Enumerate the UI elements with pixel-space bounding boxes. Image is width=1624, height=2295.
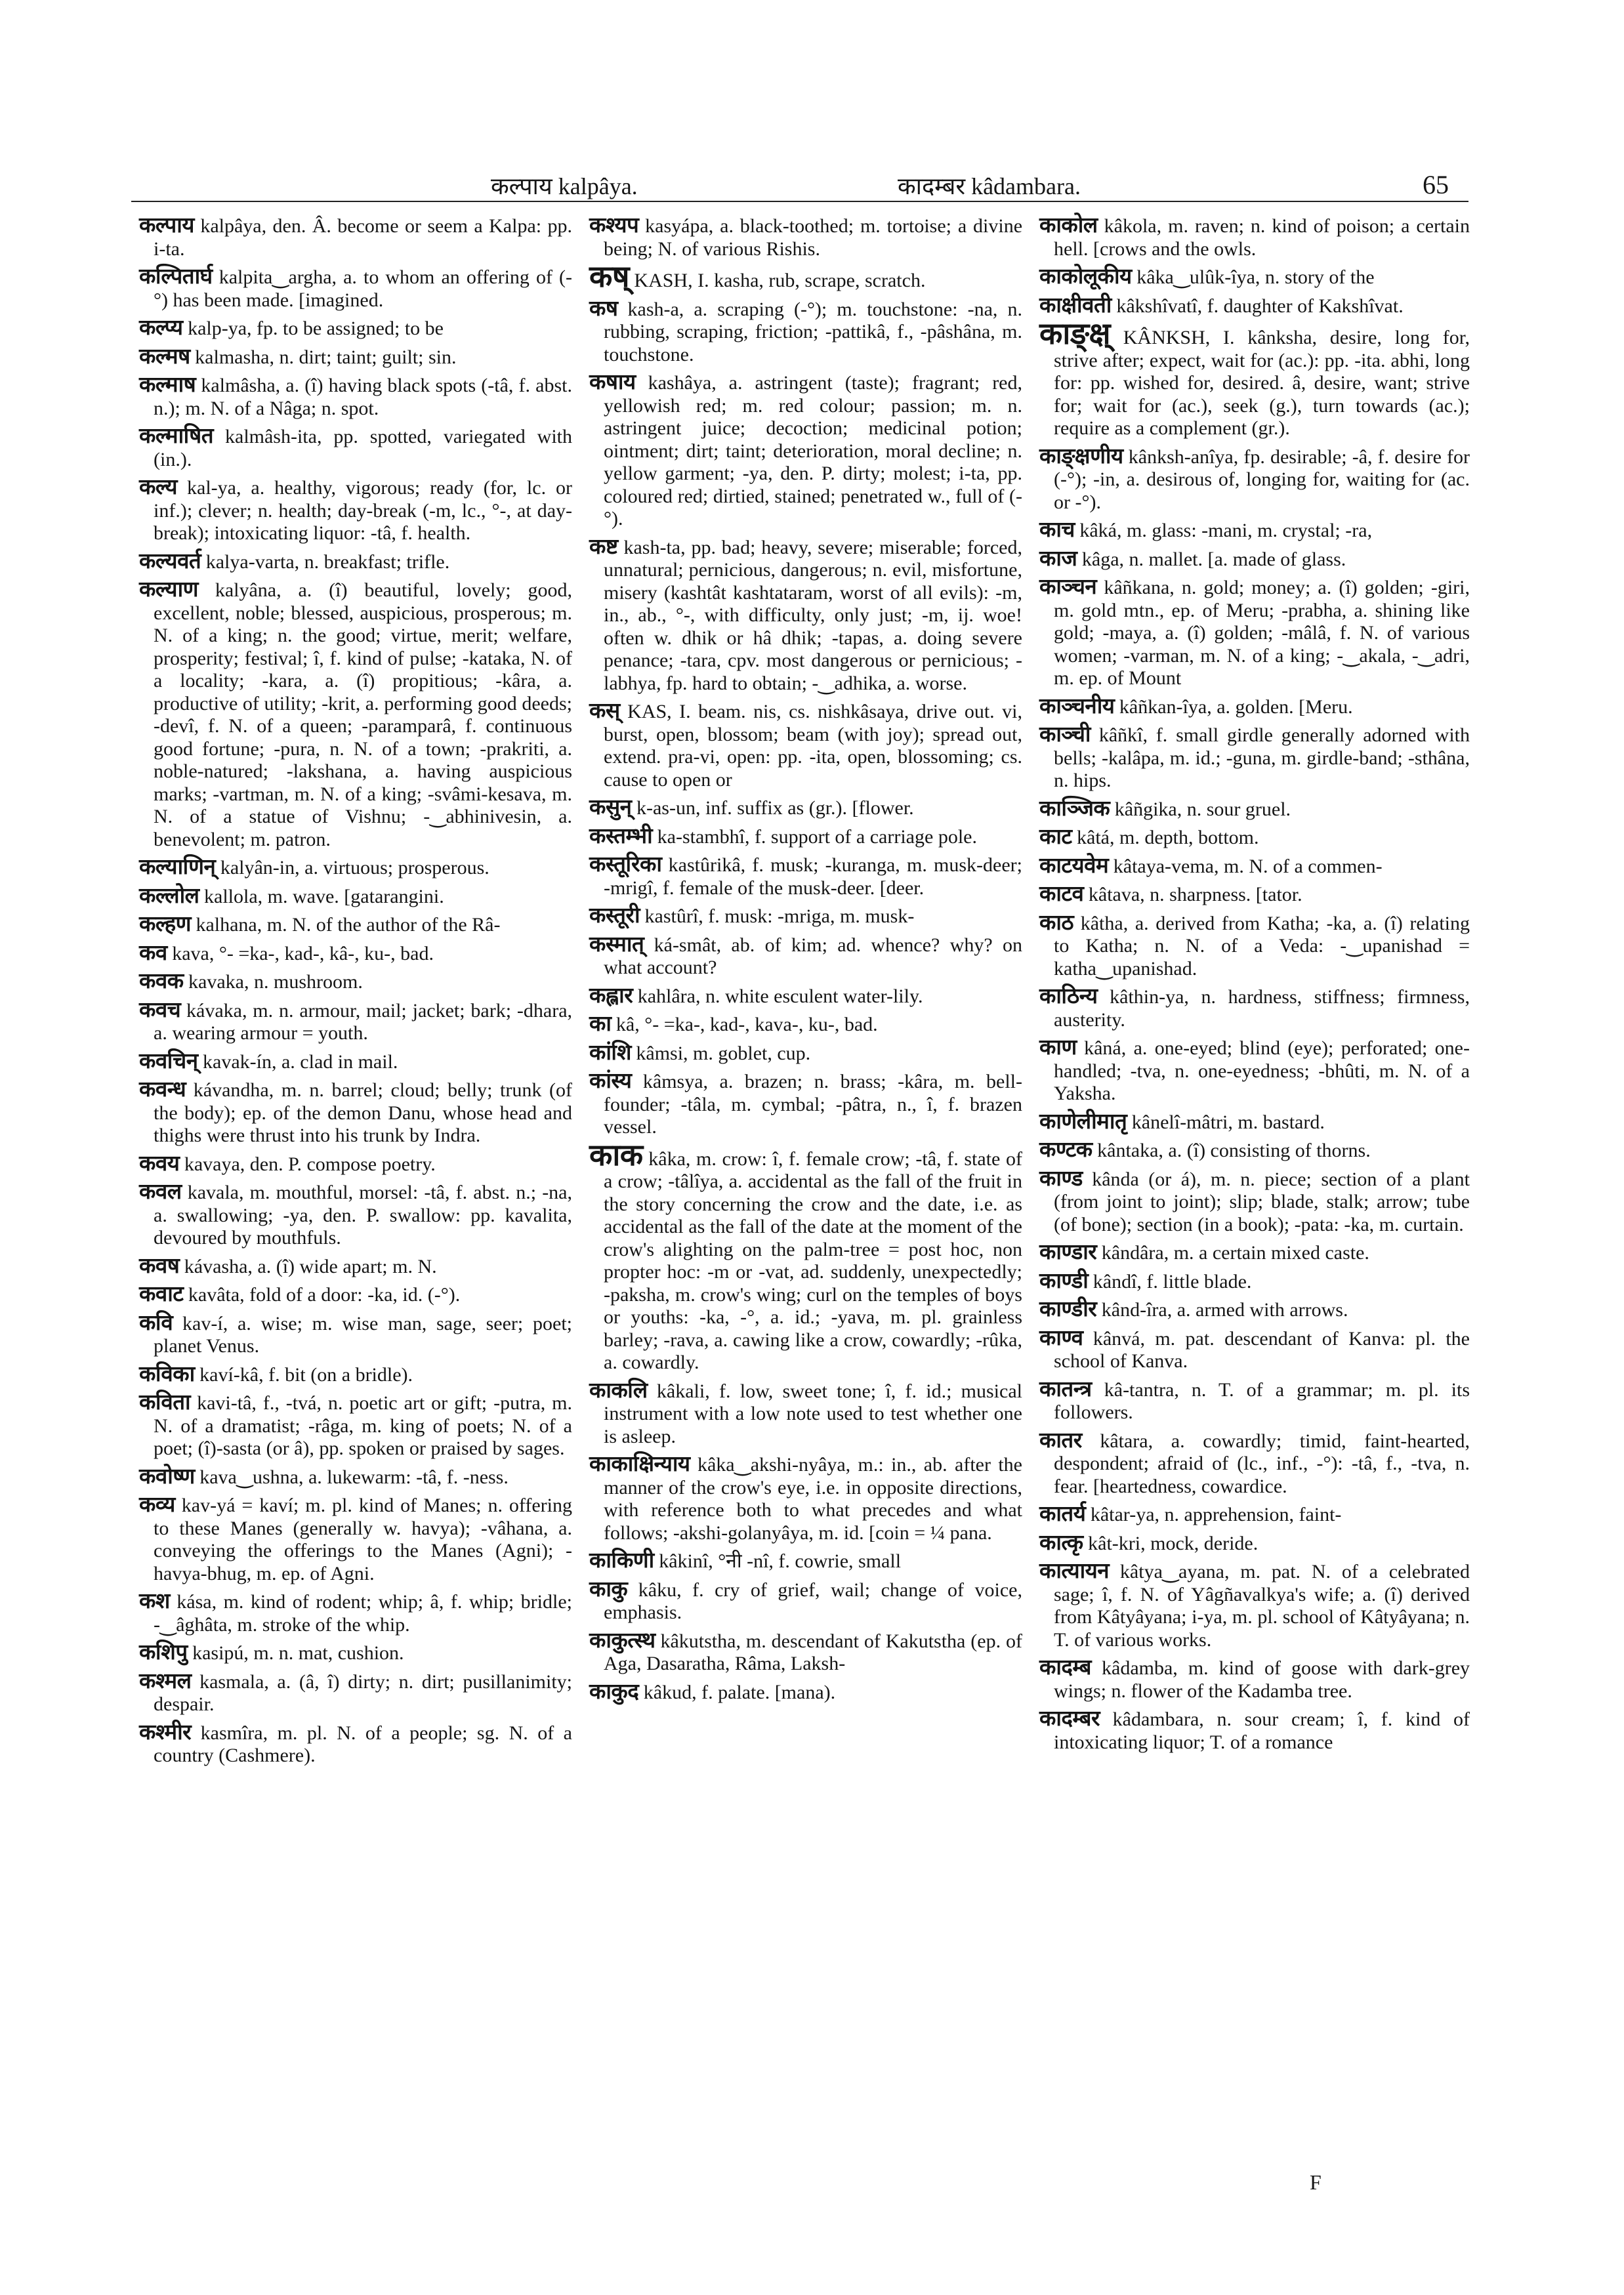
entry-headword: कल्याणिन् (139, 854, 216, 879)
entry-definition: kâñgika, n. sour gruel. (1114, 798, 1291, 820)
entry-headword: कविका (139, 1360, 195, 1386)
entry-headword: कवक (139, 968, 184, 993)
entry-definition: kânvá, m. pat. descendant of Kanva: pl. the school of Kanva. (1054, 1327, 1470, 1372)
entry-headword: कादम्ब (1039, 1654, 1091, 1680)
entry-headword: काकलि (589, 1376, 648, 1403)
entry-definition: kândî, f. little blade. (1093, 1270, 1252, 1292)
entry-definition: kashâya, a. astringent (taste); fragrant; red, yellowish red; m. red colour; passion; m. n. astringent juice; decoction; medicinal potion; ointment; dirt; taint; deterioration, moral decline; n. yellow garment; -ya, den. P. dirty; molest; i-ta, pp. coloured red; dirtied, stained; penetrated w., full of (-°). (604, 372, 1023, 529)
entry-definition: kasmîra, m. pl. N. of a people; sg. N. of a country (Cashmere). (154, 1722, 572, 1766)
dictionary-entry (139, 1360, 572, 1387)
entry-definition: kâmsi, m. goblet, cup. (636, 1042, 811, 1064)
dictionary-entry (139, 941, 572, 966)
entry-definition: ká-smât, ab. of kim; ad. whence? why? on what account? (604, 934, 1023, 978)
entry-definition: kalya-varta, n. breakfast; trifle. (205, 550, 450, 573)
dictionary-entry (139, 1078, 572, 1148)
dictionary-entry (139, 856, 572, 880)
entry-definition: kânksh-anîya, fp. desirable; -â, f. desire for (-°); -in, a. desirous of, longing for, waiting for (ac. or -°). (1054, 445, 1470, 513)
entry-headword: काञ्चन (1039, 573, 1097, 599)
entry-headword: कल्य (139, 474, 178, 499)
entry-definition: kâga, n. mallet. [a. made of glass. (1081, 548, 1346, 570)
entry-headword: कशिपु (139, 1639, 188, 1664)
column-1 (139, 214, 572, 2182)
column-3 (1039, 214, 1470, 2182)
dictionary-entry (1039, 911, 1470, 981)
dictionary-entry (589, 1453, 1022, 1544)
dictionary-entry (1039, 692, 1470, 719)
entry-definition: kavaka, n. mushroom. (188, 971, 363, 993)
entry-headword: काकु (589, 1575, 628, 1602)
entry-definition: k-as-un, inf. suffix as (gr.). [flower. (636, 797, 914, 819)
entry-headword: काण्डार (1039, 1239, 1097, 1264)
entry-headword: काक्षीवती (1039, 291, 1112, 318)
entry-definition: kavak-ín, a. clad in mail. (203, 1050, 398, 1073)
entry-definition: kalmâsh-ita, pp. spotted, variegated with (in.). (154, 426, 573, 470)
dictionary-entry (139, 1254, 572, 1279)
dictionary-entry (589, 214, 1022, 260)
dictionary-entry (139, 578, 572, 851)
entry-headword: कवच (139, 996, 181, 1022)
entry-headword: कवाट (139, 1281, 184, 1306)
dictionary-entry (1039, 1531, 1470, 1556)
entry-headword: कवन्ध (139, 1076, 186, 1102)
dictionary-entry (139, 547, 572, 574)
entry-definition: kâka, m. crow: î, f. female crow; -tâ, f. state of a crow; -tâlîya, a. accidental as the fall of the fruit in the story concerning the crow and the date, i.e. as accidental as the fall of the date at the moment of the crow's alighting on the palm-tree = post hoc, non propter hoc: -m or -vat, ad. suddenly, unexpectedly; -paksha, m. crow's wing; curl on the temples of boys or youths: -ka, -°, a. id.; -yava, m. pl. grainless barley; -rava, a. cawing like a crow, cowardly; -rûka, a. cowardly. (604, 1148, 1023, 1373)
dictionary-entry (589, 930, 1023, 980)
entry-headword: कातर्य (1039, 1500, 1086, 1526)
entry-headword: कवचिन् (139, 1047, 198, 1073)
entry-definition: kâtar-ya, n. apprehension, faint- (1090, 1504, 1342, 1525)
entry-headword: कवि (139, 1309, 173, 1335)
dictionary-entry (1039, 825, 1470, 850)
entry-headword: कविता (139, 1389, 191, 1415)
entry-definition: kâñkî, f. small girdle generally adorned with bells; -kalâpa, m. id.; -guna, m. girdle-band; -sthâna, n. hips. (1054, 724, 1470, 791)
running-head-left: कल्पाय kalpâya. (491, 173, 638, 199)
dictionary-entry (1039, 1324, 1470, 1373)
entry-definition: kâtha, a. derived from Katha; -ka, a. (î) relating to Katha; n. N. of a Veda: -‿upanishad = katha‿upanishad. (1054, 912, 1470, 980)
dictionary-entry (139, 1590, 572, 1636)
entry-definition: kava, °- =ka-, kad-, kâ-, ku-, bad. (172, 942, 434, 964)
dictionary-entry (139, 996, 573, 1045)
dictionary-entry (139, 476, 572, 545)
dictionary-entry (589, 297, 1022, 367)
entry-definition: kâthin-ya, n. hardness, stiffness; firmness, austerity. (1054, 986, 1470, 1031)
entry-headword: काण (1039, 1034, 1077, 1060)
dictionary-entry (1039, 723, 1470, 793)
entry-headword: काज (1039, 545, 1077, 571)
entry-definition: kâná, a. one-eyed; blind (eye); perforated; one-handled; -tva, n. one-eyedness; -bhûti, m. N. of a Yaksha. (1054, 1037, 1470, 1104)
entry-headword: काण्डीर (1039, 1296, 1097, 1321)
dictionary-entry (589, 822, 1022, 849)
dictionary-entry (139, 884, 572, 909)
entry-headword: काञ्ची (1039, 721, 1091, 747)
dictionary-entry (589, 904, 1022, 928)
dictionary-entry (1039, 1375, 1470, 1424)
dictionary-entry (589, 1575, 1022, 1624)
entry-definition: kalyân-in, a. virtuous; prosperous. (220, 857, 489, 879)
entry-definition: kaví-kâ, f. bit (on a bridle). (199, 1363, 413, 1386)
entry-headword: काकोल (1039, 212, 1098, 238)
entry-definition: kalpâya, den. Â. become or seem a Kalpa: pp. i-ta. (154, 215, 572, 260)
entry-headword: काच (1039, 516, 1075, 542)
dictionary-entry (139, 1641, 572, 1665)
entry-definition: KASH, I. kasha, rub, scrape, scratch. (634, 270, 926, 291)
entry-definition: kav-yá = kaví; m. pl. kind of Manes; n. offering to these Manes (generally w. havya); -vâhana, a. conveying the offerings to the Manes (Agni); -havya-bhug, m. ep. of Agni. (154, 1495, 572, 1584)
dictionary-entry (1039, 575, 1470, 690)
entry-definition: kâ, °- =ka-, kad-, kava-, ku-, bad. (615, 1014, 878, 1035)
dictionary-entry (139, 1391, 572, 1460)
dictionary-entry (1039, 1502, 1470, 1527)
entry-definition: kása, m. kind of rodent; whip; â, f. whip; bridle; -‿âghâta, m. stroke of the whip. (154, 1591, 572, 1636)
dictionary-entry (139, 424, 572, 471)
dictionary-entry (589, 1376, 1022, 1449)
entry-definition: kal-ya, a. healthy, vigorous; ready (for, lc. or inf.); clever; n. health; day-break (-m, lc., °-, at day-break); intoxicating liquor: -tâ, f. health. (154, 477, 572, 544)
dictionary-entry (139, 1149, 572, 1176)
entry-headword: काकोलूकीय (1039, 263, 1132, 289)
entry-definition: kastûrikâ, f. musk; -kuranga, m. musk-deer; -mrigî, f. female of the musk-deer. [deer. (604, 854, 1023, 899)
entry-definition: kâmsya, a. brazen; n. brass; -kâra, m. bell-founder; -tâla, m. cymbal; -pâtra, n., î, f. brazen vessel. (604, 1071, 1023, 1138)
dictionary-entry (139, 373, 572, 420)
entry-headword: काठिन्य (1039, 983, 1098, 1008)
dictionary-entry (1039, 518, 1470, 543)
entry-headword: काकुत्स्थ (589, 1626, 656, 1653)
entry-headword: काङ्क्षणीय (1039, 442, 1123, 468)
dictionary-entry (1039, 1241, 1470, 1265)
entry-headword: कल्याण (139, 576, 198, 602)
entry-headword: काण्डी (1039, 1267, 1089, 1293)
entry-definition: kávasha, a. (î) wide apart; m. N. (184, 1255, 437, 1277)
entry-definition: kavaya, den. P. compose poetry. (184, 1153, 436, 1175)
entry-definition: kâka‿ulûk-îya, n. story of the (1136, 266, 1375, 288)
dictionary-entry (139, 316, 572, 341)
entry-definition: kât-kri, mock, deride. (1088, 1532, 1259, 1554)
entry-headword: कल्पाय (139, 212, 194, 238)
entry-definition: kând-îra, a. armed with arrows. (1101, 1299, 1348, 1321)
entry-headword: कल्माष (139, 371, 196, 397)
entry-headword: कव्य (139, 1491, 175, 1517)
entry-headword: कण्टक (1039, 1136, 1093, 1162)
dictionary-entry (139, 1047, 572, 1074)
entry-headword: काक (589, 1136, 643, 1172)
entry-headword: कल्पितार्घ (139, 263, 213, 289)
dictionary-entry (1039, 882, 1470, 907)
entry-definition: kávaka, m. n. armour, mail; jacket; bark; -dhara, a. wearing armour = youth. (154, 999, 573, 1044)
dictionary-entry (589, 1136, 1023, 1375)
entry-headword: कष् (589, 258, 629, 294)
entry-definition: kalpita‿argha, a. to whom an offering of (-°) has been made. [imagined. (154, 266, 572, 311)
entry-definition: kalp-ya, fp. to be assigned; to be (188, 318, 444, 339)
entry-definition: ka-stambhî, f. support of a carriage pole. (657, 825, 977, 848)
dictionary-entry (139, 1667, 572, 1716)
dictionary-entry (139, 1718, 572, 1768)
dictionary-entry (589, 1041, 1022, 1065)
entry-headword: कस् (589, 697, 620, 723)
entry-headword: कव (139, 939, 167, 965)
page-number: 65 (1423, 170, 1449, 199)
entry-definition: kav-í, a. wise; m. wise man, sage, seer; poet; planet Venus. (154, 1312, 573, 1357)
entry-definition: kâkud, f. palate. [mana). (643, 1681, 836, 1703)
entry-headword: कह्लार (589, 982, 633, 1008)
entry-headword: कश (139, 1588, 170, 1613)
entry-headword: कसुन् (589, 794, 632, 819)
dictionary-entry (139, 1493, 572, 1585)
entry-definition: kâkshîvatî, f. daughter of Kakshîvat. (1116, 295, 1404, 317)
dictionary-entry (1039, 854, 1470, 879)
dictionary-entry (1039, 1138, 1470, 1163)
entry-headword: काकिणी (589, 1547, 654, 1573)
entry-headword: काण्ड (1039, 1165, 1083, 1191)
dictionary-entry (1039, 985, 1470, 1031)
entry-definition: kântaka, a. (î) consisting of thorns. (1097, 1140, 1371, 1161)
dictionary-entry (1039, 1298, 1470, 1322)
dictionary-entry (1039, 214, 1470, 260)
signature-mark: F (1310, 2170, 1322, 2194)
entry-definition: kâdamba, m. kind of goose with dark-grey wings; n. flower of the Kadamba tree. (1054, 1657, 1470, 1702)
entry-definition: kâtaya-vema, m. N. of a commen- (1113, 855, 1383, 877)
dictionary-entry (1039, 1036, 1470, 1106)
dictionary-entry (1039, 265, 1470, 289)
entry-definition: kânelî-mâtri, m. bastard. (1131, 1111, 1325, 1133)
entry-headword: काकाक्षिन्याय (589, 1451, 690, 1476)
dictionary-entry (139, 1283, 572, 1307)
entry-definition: kâkola, m. raven; n. kind of poison; a certain hell. [crows and the owls. (1054, 215, 1470, 260)
dictionary-entry (139, 214, 572, 260)
column-2 (589, 214, 1022, 2182)
entry-definition: kâñkana, n. gold; money; a. (î) golden; -giri, m. gold mtn., ep. of Meru; -prabha, a. shining like gold; -maya, a. (î) golden; -mâlâ, f. N. of various women; -varman, m. N. of a king; -‿akala, -‿adri, m. ep. of Mount (1054, 577, 1470, 689)
entry-headword: काङ्क्ष् (1039, 316, 1111, 351)
entry-definition: kâtara, a. cowardly; timid, faint-hearted, despondent; afraid of (lc., inf., -°): -tâ, f., -tva, n. fear. [heartedness, cowardice. (1054, 1430, 1470, 1497)
entry-headword: कल्माषित (139, 423, 214, 448)
dictionary-entry (589, 258, 1022, 294)
entry-definition: kalhana, m. N. of the author of the Râ- (196, 914, 501, 936)
entry-definition: kastûrî, f. musk: -mriga, m. musk- (644, 905, 915, 927)
entry-definition: kâtya‿ayana, m. pat. N. of a celebrated sage; î, f. N. of Yâgñavalkya's wife; a. (î) derived from Kâtyâyana; i-ya, m. pl. school of Kâtyâyana; n. T. of various works. (1054, 1561, 1470, 1651)
entry-headword: कांशि (589, 1039, 631, 1065)
entry-headword: काणेलीमातृ (1039, 1107, 1127, 1134)
entry-definition: kava‿ushna, a. lukewarm: -tâ, f. -ness. (199, 1466, 509, 1488)
entry-headword: कल्लोल (139, 882, 199, 908)
entry-headword: कस्मात् (589, 930, 644, 957)
entry-headword: कल्मष (139, 342, 190, 369)
dictionary-entry (139, 1180, 572, 1250)
dictionary-entry (139, 1462, 572, 1489)
entry-definition: kavala, m. mouthful, morsel: -tâ, f. abst. n.; -na, a. swallowing; -ya, den. P. swallow: pp. kavalita, devoured by mouthfuls. (154, 1182, 572, 1249)
entry-definition: kâñkan-îya, a. golden. [Meru. (1119, 695, 1353, 718)
dictionary-entry (1039, 1656, 1470, 1703)
dictionary-entry (589, 1069, 1022, 1139)
entry-headword: का (589, 1010, 612, 1036)
entry-headword: कवोष्ण (139, 1462, 195, 1489)
entry-definition: kavâta, fold of a door: -ka, id. (-°). (188, 1284, 461, 1306)
entry-headword: काटयवेम (1039, 852, 1109, 878)
entry-headword: कश्यप (589, 212, 639, 238)
dictionary-entry (589, 796, 1022, 820)
entry-headword: कल्यवर्त (139, 547, 201, 573)
entry-definition: kasmala, a. (â, î) dirty; n. dirt; pusillanimity; despair. (154, 1670, 572, 1715)
dictionary-entry (589, 853, 1022, 899)
dictionary-entry (1039, 316, 1470, 440)
entry-headword: कष्ट (589, 533, 618, 559)
entry-headword: कश्मल (139, 1667, 192, 1693)
entry-headword: काट (1039, 823, 1072, 849)
dictionary-entry (1039, 1167, 1470, 1237)
entry-definition: kalyâna, a. (î) beautiful, lovely; good, excellent, noble; blessed, auspicious, prosperous; m. N. of a king; n. the good; virtue, merit; welfare, prosperity; festival; î, f. kind of pulse; -kataka, N. of a locality; -kara, a. (î) propitious; -kâra, a. productive of utility; -krit, a. performing good deeds; -devî, f. N. of a queen; -paramparâ, f. continuous good fortune; -pura, n. N. of a town; -prakriti, a. noble-natured; -lakshana, a. having auspicious marks; -vartman, m. N. of a king; -svâmi-kesava, m. N. of a statue of Vishnu; -‿abhinivesin, a. benevolent; m. patron. (154, 579, 572, 850)
dictionary-entry (589, 1680, 1022, 1705)
header-rule (131, 201, 1468, 202)
entry-headword: कांस्य (589, 1067, 632, 1093)
running-head-center: कादम्बर kâdambara. (898, 173, 1081, 199)
dictionary-entry (1039, 1560, 1470, 1651)
dictionary-entry (1039, 1107, 1470, 1134)
entry-definition: kasipú, m. n. mat, cushion. (192, 1642, 404, 1664)
entry-definition: KAS, I. beam. nis, cs. nishkâsaya, drive out. vi, burst, open, blossom; beam (with joy); spread out, extend. pra-vi, open: pp. -ita, open, blossoming; cs. cause to open or (604, 701, 1022, 791)
entry-headword: कस्तूरिका (589, 851, 662, 877)
entry-definition: kâkutstha, m. descendant of Kakutstha (ep. of Aga, Dasaratha, Râma, Laksh- (604, 1630, 1022, 1674)
entry-definition: kâtava, n. sharpness. [tator. (1088, 884, 1302, 905)
dictionary-entry (1039, 442, 1470, 514)
dictionary-entry (1039, 797, 1470, 821)
dictionary-entry (589, 1626, 1022, 1676)
entry-definition: kallola, m. wave. [gatarangini. (204, 885, 444, 907)
dictionary-entry (1039, 291, 1470, 318)
dictionary-entry (1039, 1707, 1470, 1754)
entry-headword: कल्प्य (139, 314, 183, 340)
entry-headword: कश्मीर (139, 1718, 192, 1745)
entry-definition: kalmâsha, a. (î) having black spots (-tâ, f. abst. n.); m. N. of a Nâga; n. spot. (154, 375, 572, 419)
dictionary-entry (589, 984, 1022, 1008)
entry-headword: कषाय (589, 369, 636, 394)
dictionary-entry (1039, 1267, 1470, 1294)
entry-definition: kâkinî, °नी -nî, f. cowrie, small (659, 1550, 902, 1572)
dictionary-entry (589, 535, 1022, 695)
entry-definition: kâ-tantra, n. T. of a grammar; m. pl. its followers. (1054, 1378, 1470, 1423)
entry-definition: kalmasha, n. dirt; taint; guilt; sin. (195, 346, 457, 368)
dictionary-entry (139, 342, 572, 369)
entry-definition: KÂNKSH, I. kânksha, desire, long for, strive after; expect, wait for (ac.): pp. -ita. abhi, long for: pp. wished for, desired. â, desire, want; strive for; wait for (ac.), seek (g.), turn towards (ac.); require as a complement (gr.). (1054, 327, 1470, 439)
entry-definition: kâkali, f. low, sweet tone; î, f. id.; musical instrument with a low note used to test whether one is asleep. (604, 1380, 1022, 1447)
entry-definition: kâká, m. glass: -mani, m. crystal; -ra, (1079, 520, 1373, 541)
entry-definition: kândâra, m. a certain mixed caste. (1101, 1242, 1369, 1264)
dictionary-entry (139, 970, 572, 994)
entry-headword: काञ्चनीय (1039, 692, 1115, 718)
entry-headword: कातन्त्र (1039, 1375, 1092, 1401)
entry-definition: kahlâra, n. white esculent water-lily. (637, 985, 923, 1007)
dictionary-entry (139, 265, 572, 312)
dictionary-entry (589, 699, 1022, 791)
entry-definition: kavi-tâ, f., -tvá, n. poetic art or gift; -putra, m. N. of a dramatist; -râga, m. king of poets; N. of a poet; (î)-sasta (or â), pp. spoken or praised by sages. (154, 1392, 572, 1459)
dictionary-entry (1039, 547, 1470, 571)
entry-headword: काञ्जिक (1039, 795, 1110, 821)
dictionary-entry (139, 913, 572, 937)
entry-headword: कस्तूरी (589, 902, 640, 928)
dictionary-entry (139, 1309, 573, 1358)
entry-headword: कात्यायन (1039, 1558, 1110, 1583)
entry-headword: कातर (1039, 1426, 1082, 1453)
dictionary-entry (589, 1012, 1022, 1037)
entry-definition: kâku, f. cry of grief, wail; change of voice, emphasis. (604, 1579, 1022, 1623)
dictionary-entry (1039, 1426, 1470, 1499)
entry-definition: kâka‿akshi-nyâya, m.: in., ab. after the manner of the crow's eye, i.e. in opposite directions, with reference both to what precedes and what follows; -akshi-golanyâya, m. id. [coin = ¼ pana. (604, 1454, 1022, 1544)
dictionary-entry (589, 371, 1022, 531)
entry-headword: कवय (139, 1149, 180, 1176)
entry-definition: kasyápa, a. black-toothed; m. tortoise; a divine being; N. of various Rishis. (604, 215, 1023, 260)
entry-headword: कल्हण (139, 911, 191, 936)
entry-headword: काटव (1039, 880, 1084, 906)
entry-definition: kânda (or á), m. n. piece; section of a plant (from joint to joint); slip; blade, stalk; arrow; tube (of bone); section (in a book); -pata: -ka, m. curtain. (1054, 1168, 1470, 1235)
entry-headword: काकुद (589, 1678, 639, 1704)
entry-headword: कस्तम्भी (589, 822, 653, 848)
entry-definition: kâdambara, n. sour cream; î, f. kind of intoxicating liquor; T. of a romance (1054, 1708, 1470, 1753)
entry-headword: काण्व (1039, 1324, 1083, 1350)
entry-definition: kávandha, m. n. barrel; cloud; belly; trunk (of the body); ep. of the demon Danu, whose head and thighs were thrust into his trunk by Indra. (154, 1079, 572, 1146)
entry-headword: कष (589, 295, 618, 321)
entry-headword: कवष (139, 1252, 180, 1278)
entry-headword: कवल (139, 1178, 182, 1204)
entry-definition: kash-a, a. scraping (-°); m. touchstone: -na, n. rubbing, scraping, friction; -pattikâ, f., -pâshâna, m. touchstone. (604, 298, 1023, 365)
dictionary-entry (589, 1549, 1022, 1573)
entry-headword: काठ (1039, 909, 1074, 935)
entry-definition: kash-ta, pp. bad; heavy, severe; miserable; forced, unnatural; pernicious, dangerous; n. evil, misfortune, misery (kashtât kashtataram, worst of all evils): -m, in., ab., °-, with difficulty, only just; -m, ij. woe! often w. dhik or hâ dhik; -tapas, a. doing severe penance; -tara, cpv. most dangerous or pernicious; -labhya, fp. hard to obtain; -‿adhika, a. worse. (604, 536, 1022, 694)
entry-headword: कात्कृ (1039, 1529, 1083, 1555)
entry-definition: kâtá, m. depth, bottom. (1077, 827, 1259, 848)
entry-headword: कादम्बर (1039, 1705, 1100, 1731)
